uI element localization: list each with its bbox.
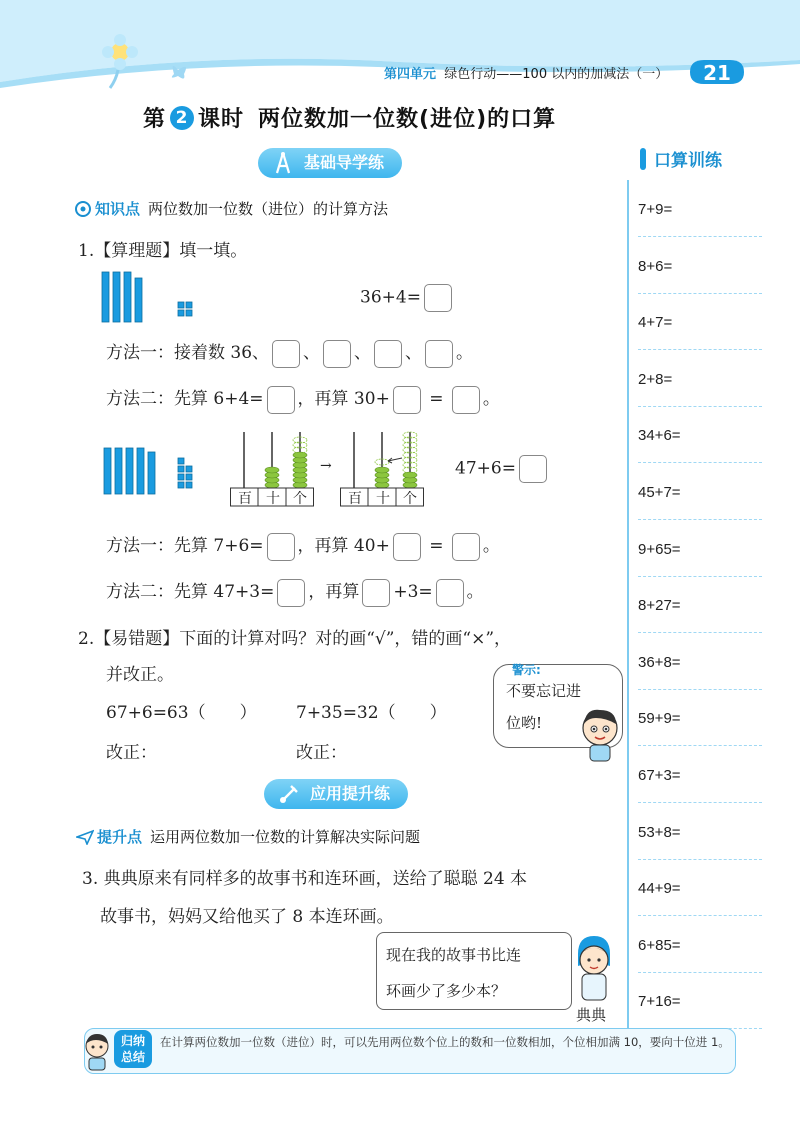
answer-box[interactable] xyxy=(436,579,464,607)
improve-text: 运用两位数加一位数的计算解决实际问题 xyxy=(150,828,421,846)
hint-label: 警示: xyxy=(512,663,541,677)
oral-item: 8+27= xyxy=(638,577,762,633)
abacus2-label-tens: 十 xyxy=(376,491,390,507)
answer-box[interactable] xyxy=(277,579,305,607)
q1a-method1-label: 方法一：接着数 36、 xyxy=(106,343,270,363)
summary-tag-2: 总结 xyxy=(120,1050,145,1064)
end: 。 xyxy=(466,582,484,602)
unit-title xyxy=(384,63,668,82)
eq: = xyxy=(429,389,444,409)
lesson-suffix: 课时 xyxy=(198,107,245,132)
oral-item: 4+7= xyxy=(638,294,762,350)
q2-item2: 7+35=32（ ） xyxy=(296,703,447,723)
speech-line2: 环画少了多少本？ xyxy=(386,982,507,1000)
q1b-method2-mid: ，再算 xyxy=(308,582,360,602)
q1b-method2-tail: +3= xyxy=(393,582,433,602)
sep: 、 xyxy=(303,343,321,363)
q1b-method1 xyxy=(106,531,500,561)
summary-tag-1: 归纳 xyxy=(120,1034,145,1048)
oral-item: 7+16= xyxy=(638,973,762,1029)
q1b-method2-label: 方法二：先算 47+3= xyxy=(106,582,275,602)
abacus2-label-hundreds: 百 xyxy=(348,491,362,507)
section-banner-apply-label: 应用提升练 xyxy=(310,784,391,803)
q1a-method2-label: 方法二：先算 6+4= xyxy=(106,389,264,409)
lesson-prefix: 第 xyxy=(143,107,167,132)
improve-tag xyxy=(76,826,142,847)
oral-item: 9+65= xyxy=(638,521,762,577)
pencil-icon xyxy=(640,148,646,170)
improve-point xyxy=(76,826,420,847)
compass-icon xyxy=(270,150,296,176)
oral-item: 7+9= xyxy=(638,181,762,237)
q2-correct2-label: 改正： xyxy=(296,743,347,763)
speech-line1: 现在我的故事书比连 xyxy=(386,946,522,964)
lesson-topic: 两位数加一位数(进位)的口算 xyxy=(258,107,557,132)
q3-line1: 3. 典典原来有同样多的故事书和连环画，送给了聪聪 24 本 xyxy=(82,869,528,889)
section-banner-basic xyxy=(258,148,402,178)
arrow: → xyxy=(320,458,332,474)
speaker-name: 典典 xyxy=(576,1006,607,1024)
oral-training-label: 口算训练 xyxy=(654,151,722,171)
knowledge-point xyxy=(74,198,388,219)
unit-subtitle: 绿色行动——100 以内的加减法（一） xyxy=(444,67,669,82)
end: 。 xyxy=(482,536,500,556)
q1a-equation-text: 36+4= xyxy=(360,287,421,308)
oral-item: 6+85= xyxy=(638,917,762,973)
hint-line1: 不要忘记进 xyxy=(506,682,582,700)
oral-item: 34+6= xyxy=(638,407,762,463)
boy-character-icon xyxy=(82,1032,112,1072)
plane-icon xyxy=(76,829,94,845)
section-banner-apply xyxy=(264,779,408,809)
oral-item: 59+9= xyxy=(638,690,762,746)
improve-tag-label: 提升点 xyxy=(97,828,143,846)
abacus1-label-tens: 十 xyxy=(266,491,280,507)
lesson-title xyxy=(143,102,556,133)
answer-box[interactable] xyxy=(425,340,453,368)
abacus1-label-ones: 个 xyxy=(293,491,307,507)
sep: 、 xyxy=(405,343,423,363)
girl-character-icon xyxy=(570,932,618,1004)
page-number: 21 xyxy=(703,61,731,85)
summary-tag xyxy=(114,1030,152,1068)
answer-box[interactable] xyxy=(424,284,452,312)
knowledge-text: 两位数加一位数（进位）的计算方法 xyxy=(148,200,389,218)
target-icon xyxy=(74,200,92,218)
sep: 、 xyxy=(354,343,372,363)
oral-item: 53+8= xyxy=(638,804,762,860)
base-ten-blocks-47 xyxy=(100,444,200,499)
hint-line2: 位哟! xyxy=(506,714,543,732)
q2-correct1-label: 改正： xyxy=(106,743,157,763)
oral-item: 36+8= xyxy=(638,634,762,690)
q1a-equation xyxy=(360,284,455,312)
q1b-equation-text: 47+6= xyxy=(455,458,516,479)
lesson-number: 2 xyxy=(170,106,194,130)
tools-icon xyxy=(276,781,302,807)
oral-item: 45+7= xyxy=(638,464,762,520)
q1b-equation xyxy=(455,455,550,483)
q1a-method1 xyxy=(106,338,473,368)
oral-item: 67+3= xyxy=(638,747,762,803)
abacus2-label-ones: 个 xyxy=(403,491,417,507)
boy-character-icon xyxy=(576,706,624,764)
side-rule xyxy=(627,180,629,1030)
answer-box[interactable] xyxy=(374,340,402,368)
answer-box[interactable] xyxy=(393,533,421,561)
answer-box[interactable] xyxy=(267,533,295,561)
q3-line2: 故事书，妈妈又给他买了 8 本连环画。 xyxy=(100,907,394,927)
oral-training-title xyxy=(640,146,722,171)
end: 。 xyxy=(456,343,474,363)
q1b-method1-mid: ，再算 40+ xyxy=(297,536,390,556)
q1-title: 1.【算理题】填一填。 xyxy=(78,241,248,261)
q1a-method2 xyxy=(106,384,500,414)
unit-label: 第四单元 xyxy=(384,67,437,82)
answer-box[interactable] xyxy=(393,386,421,414)
q1a-method2-mid: ，再算 30+ xyxy=(297,389,390,409)
answer-box[interactable] xyxy=(272,340,300,368)
answer-box[interactable] xyxy=(519,455,547,483)
oral-item: 2+8= xyxy=(638,351,762,407)
q1b-method2 xyxy=(106,577,484,607)
summary-text: 在计算两位数加一位数（进位）时，可以先用两位数个位上的数和一位数相加，个位相加满 10，要向十位进 1。 xyxy=(160,1035,730,1049)
eq: = xyxy=(429,536,444,556)
answer-box[interactable] xyxy=(362,579,390,607)
base-ten-blocks-36 xyxy=(98,270,198,330)
q2-item1: 67+6=63（ ） xyxy=(106,703,257,723)
abacus1-label-hundreds: 百 xyxy=(238,491,252,507)
answer-box[interactable] xyxy=(267,386,295,414)
oral-item: 44+9= xyxy=(638,860,762,916)
oral-item: 8+6= xyxy=(638,238,762,294)
section-banner-basic-label: 基础导学练 xyxy=(304,153,385,172)
q2-line1: 2.【易错题】下面的计算对吗？对的画“√”，错的画“×”， xyxy=(78,629,512,649)
answer-box[interactable] xyxy=(323,340,351,368)
knowledge-tag xyxy=(74,198,140,219)
answer-box[interactable] xyxy=(452,386,480,414)
answer-box[interactable] xyxy=(452,533,480,561)
q2-line2: 并改正。 xyxy=(106,665,174,685)
q1b-method1-label: 方法一：先算 7+6= xyxy=(106,536,264,556)
end: 。 xyxy=(482,389,500,409)
knowledge-tag-label: 知识点 xyxy=(95,200,141,218)
